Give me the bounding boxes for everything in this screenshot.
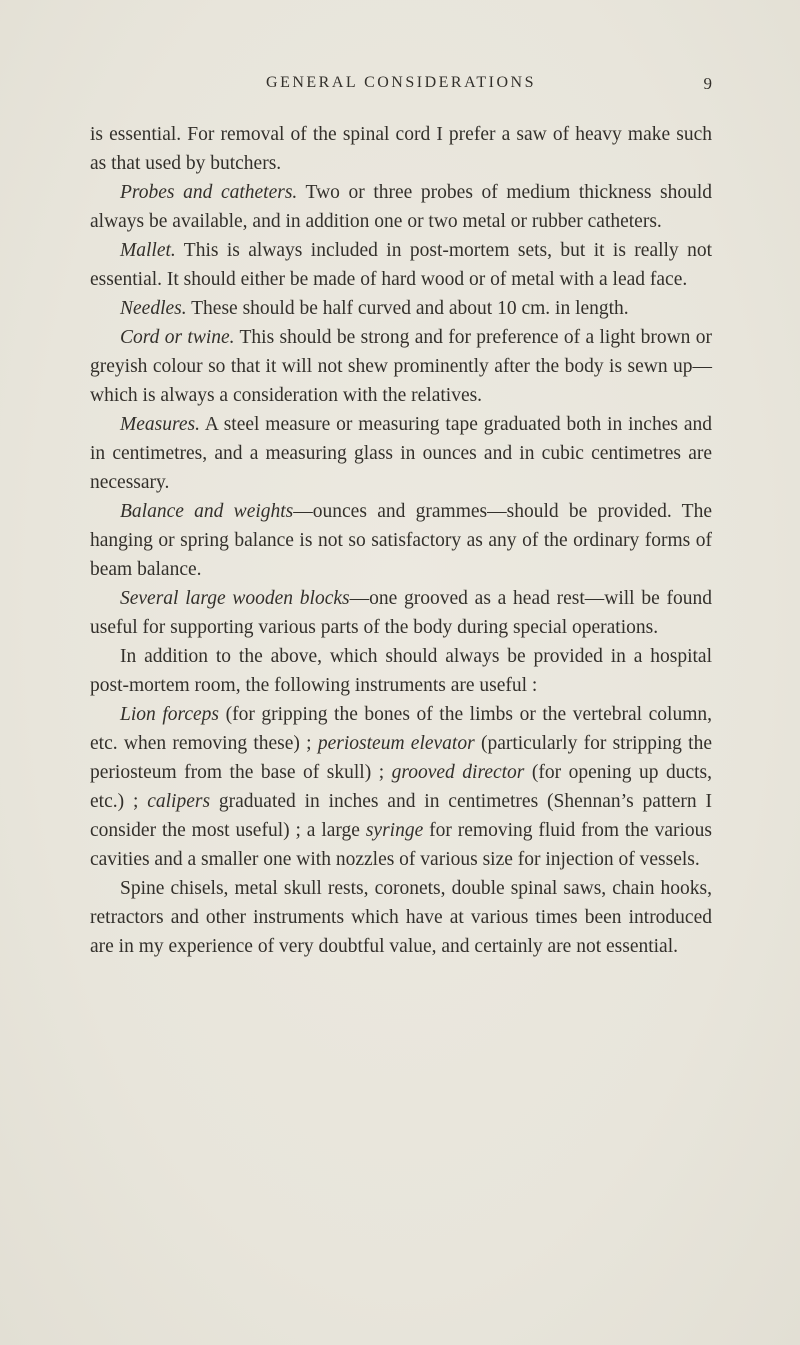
body-text xyxy=(90,120,712,961)
text-segment: Two or three probes of medium thickness should always be available, and in addition one or two metal or rubber catheters. xyxy=(90,182,713,232)
page-number: 9 xyxy=(703,74,712,93)
text-segment: syringe xyxy=(365,820,424,841)
text-segment: Lion forceps xyxy=(120,704,220,725)
text-segment: A steel measure or measuring tape graduated both in inches and in centimetres, and a measuring glass in ounces and in cubic centimetres are necessary. xyxy=(90,414,712,493)
paragraph xyxy=(90,642,712,700)
paragraph xyxy=(90,700,712,874)
paragraph xyxy=(90,294,712,323)
text-segment: Balance and weights xyxy=(120,501,294,522)
text-segment: This should be strong and for preference of a light brown or greyish colour so that it will not shew prominently after the body is sewn up—which is always a consideration with the relatives. xyxy=(90,327,712,406)
paragraph xyxy=(90,497,712,584)
page-header xyxy=(90,74,712,92)
text-segment: for removing fluid from the various cavities and a smaller one with nozzles of various size for injection of vessels. xyxy=(90,820,712,870)
text-segment: Spine chisels, metal skull rests, coronets, double spinal saws, chain hooks, retractors and other instruments which have at various times been introduced are in my experience of very doubtful value, and certainly are not essential. xyxy=(90,878,712,957)
text-segment: Probes and catheters. xyxy=(120,182,298,203)
text-segment: graduated in inches and in centimetres (Shennan’s pattern I consider the most useful) ; a large xyxy=(90,791,712,841)
text-segment: —one grooved as a head rest—will be found useful for supporting various parts of the body during special operations. xyxy=(90,588,712,638)
text-segment: This is always included in post-mortem sets, but it is really not essential. It should either be made of hard wood or of metal with a lead face. xyxy=(90,240,712,290)
paragraph xyxy=(90,323,712,410)
text-segment: (for opening up ducts, etc.) ; xyxy=(90,762,713,812)
text-segment: Cord or twine. xyxy=(120,327,235,348)
paragraph xyxy=(90,178,712,236)
text-segment: —ounces and grammes—should be provided. The hanging or spring balance is not so satisfactory as any of the ordinary forms of beam balance. xyxy=(90,501,712,580)
paragraph xyxy=(90,236,712,294)
text-segment: periosteum elevator xyxy=(317,733,475,754)
text-segment: In addition to the above, which should always be provided in a hospital post-mortem room, the following instruments are useful : xyxy=(90,646,712,696)
paragraph xyxy=(90,584,712,642)
text-segment: These should be half curved and about 10 cm. in length. xyxy=(186,298,629,319)
text-segment: (for gripping the bones of the limbs or the vertebral column, etc. when removing these) ; xyxy=(90,704,712,754)
text-segment: calipers xyxy=(147,791,211,812)
text-segment: (particularly for stripping the periosteum from the base of skull) ; xyxy=(90,733,712,783)
paragraph xyxy=(90,120,712,178)
text-segment: Several large wooden blocks xyxy=(120,588,350,609)
text-segment: Needles. xyxy=(120,298,187,319)
text-segment: grooved director xyxy=(391,762,525,783)
text-segment: Measures. xyxy=(120,414,200,435)
running-head: GENERAL CONSIDERATIONS xyxy=(266,74,536,91)
text-segment: Mallet. xyxy=(120,240,176,261)
paragraph xyxy=(90,874,712,961)
paragraph xyxy=(90,410,712,497)
text-segment: is essential. For removal of the spinal cord I prefer a saw of heavy make such as that used by butchers. xyxy=(90,124,712,174)
